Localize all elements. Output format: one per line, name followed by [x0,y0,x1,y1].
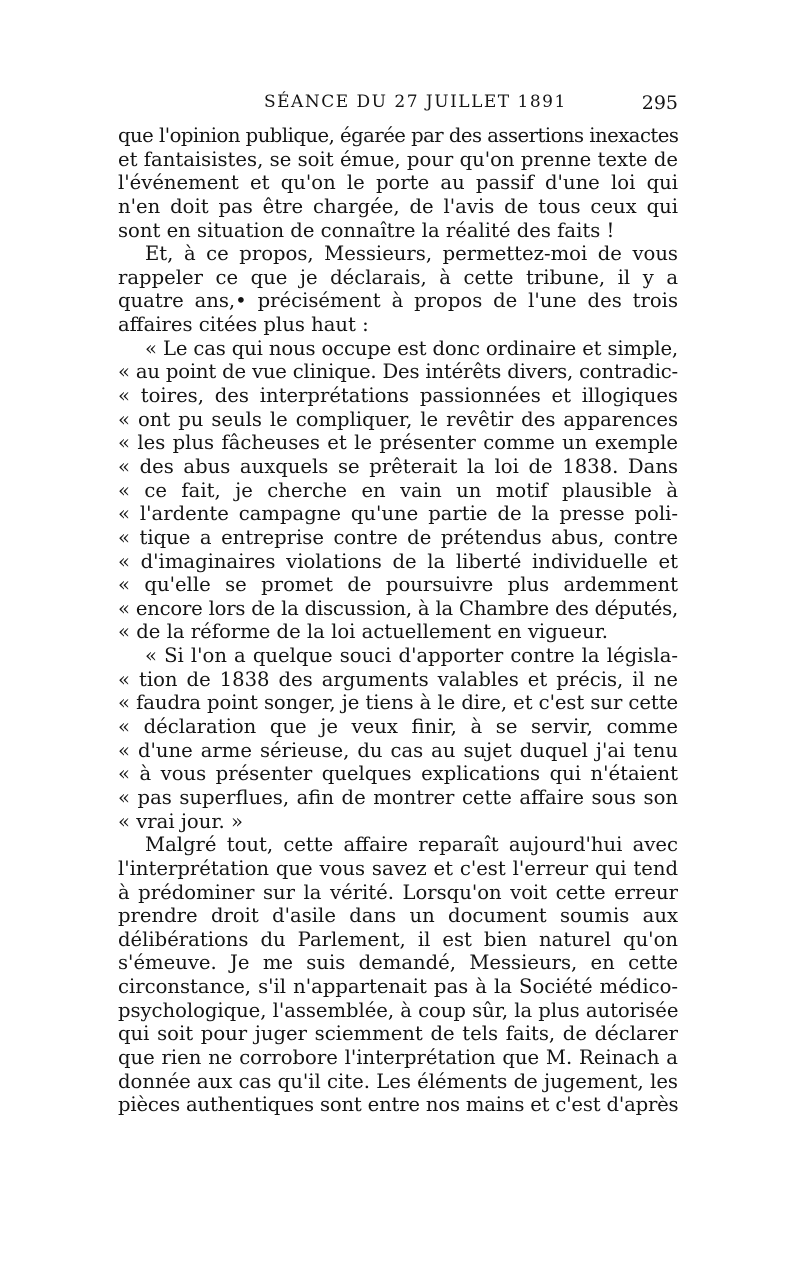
book-page [118,92,678,1117]
text-line: « au point de vue clinique. Des intérêts divers, contradic- [118,360,678,384]
text-line: Malgré tout, cette affaire reparaît aujourd'hui avec [145,833,678,857]
text-line: rappeler ce que je déclarais, à cette tribune, il y a [118,265,678,289]
text-line: à prédominer sur la vérité. Lorsqu'on voit cette erreur [118,880,678,904]
text-line: pièces authentiques sont entre nos mains et c'est d'après [118,1093,679,1117]
text-line: sont en situation de connaître la réalité des faits ! [118,218,615,242]
text-line: « pas superflues, afin de montrer cette affaire sous son [118,785,678,809]
text-line: « de la réforme de la loi actuellement en vigueur. [118,620,609,644]
text-line: n'en doit pas être chargée, de l'avis de tous ceux qui [118,194,678,218]
text-line: « Le cas qui nous occupe est donc ordinaire et simple, [145,336,678,360]
text-line: « faudra point songer, je tiens à le dire, et c'est sur cette [118,691,678,715]
text-line: délibérations du Parlement, il est bien naturel qu'on [118,927,678,951]
text-line: que l'opinion publique, égarée par des assertions inexactes [118,124,679,147]
text-line: qui soit pour juger sciemment de tels faits, de déclarer [118,1022,678,1046]
text-line: s'émeuve. Je me suis demandé, Messieurs, en cette [118,951,678,975]
text-line: « l'ardente campagne qu'une partie de la presse poli- [118,502,678,526]
text-line: « d'imaginaires violations de la liberté individuelle et [118,549,678,573]
text-line: « encore lors de la discussion, à la Chambre des députés, [118,596,678,620]
text-line: « tion de 1838 des arguments valables et précis, il ne [118,667,678,691]
text-line: « les plus fâcheuses et le présenter comme un exemple [118,431,678,455]
text-line: Et, à ce propos, Messieurs, permettez-moi de vous [145,242,678,266]
text-line: et fantaisistes, se soit émue, pour qu'on prenne texte de [118,147,678,171]
running-head [118,92,678,120]
text-line: prendre droit d'asile dans un document soumis aux [118,904,678,928]
text-line: l'événement et qu'on le porte au passif d'une loi qui [118,171,678,195]
page-number: 295 [641,92,678,114]
text-line: l'interprétation que vous savez et c'est l'erreur qui tend [118,856,678,880]
text-line: « des abus auxquels se prêterait la loi de 1838. Dans [118,454,678,478]
text-line: « tique a entreprise contre de prétendus abus, contre [118,525,678,549]
text-line: que rien ne corrobore l'interprétation que M. Reinach a [118,1045,678,1069]
text-line: « qu'elle se promet de poursuivre plus ardemment [118,573,678,597]
text-line: « ont pu seuls le compliquer, le revêtir des apparences [118,407,678,431]
text-line: « déclaration que je veux finir, à se servir, comme [118,715,678,739]
running-title: SÉANCE DU 27 JUILLET 1891 [264,92,567,112]
text-line: « ce fait, je cherche en vain un motif plausible à [118,478,678,502]
text-line: « toires, des interprétations passionnées et illogiques [118,384,678,408]
text-line: « vrai jour. » [118,809,243,833]
body-text [118,124,678,1117]
text-line: circonstance, s'il n'appartenait pas à la Société médico- [118,975,678,999]
text-line: affaires citées plus haut : [118,313,369,337]
text-line: donnée aux cas qu'il cite. Les éléments de jugement, les [118,1069,678,1093]
text-line: « à vous présenter quelques explications qui n'étaient [118,762,678,786]
text-line: « d'une arme sérieuse, du cas au sujet duquel j'ai tenu [118,738,678,762]
text-line: « Si l'on a quelque souci d'apporter contre la législa- [145,644,678,668]
text-line: quatre ans,• précisément à propos de l'une des trois [118,289,678,313]
text-line: psychologique, l'assemblée, à coup sûr, la plus autorisée [118,998,679,1022]
